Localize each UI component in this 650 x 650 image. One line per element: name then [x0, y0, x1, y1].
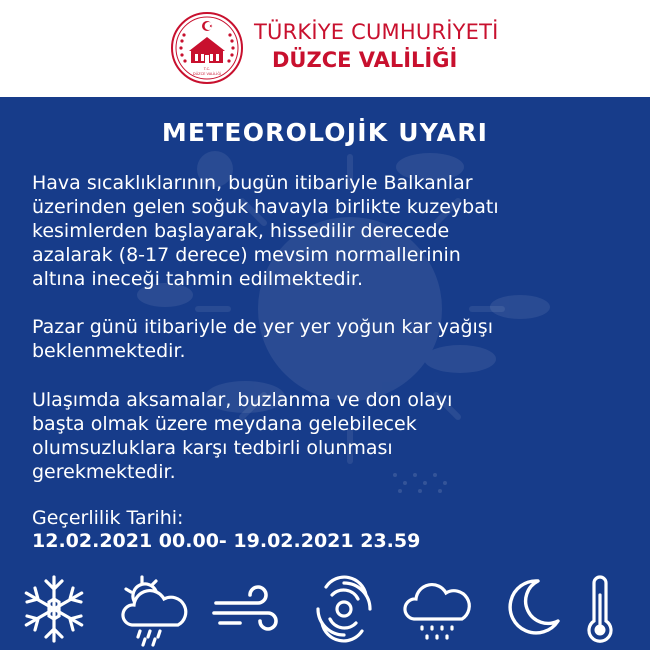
thermometer-icon [564, 569, 636, 649]
warning-panel [0, 97, 650, 650]
hurricane-icon [308, 569, 380, 649]
svg-text:DÜZCE VALİLİĞİ: DÜZCE VALİLİĞİ [192, 72, 222, 76]
header [0, 0, 650, 97]
moon-icon [496, 569, 568, 649]
org-name-line1: TÜRKİYE CUMHURİYETİ [254, 20, 499, 44]
cloud-sun-rain-icon [118, 569, 190, 649]
paragraph-temperature: Hava sıcaklıklarının, bugün itibariyle Balkanlar üzerinden gelen soğuk havayla birlikte kuzeybatı kesimlerden başlayarak, hissedilir derecede azalarak (8-17 derece) mevsim normallerinin altına ineceği tahmin edilmektedir. [32, 172, 499, 290]
svg-text:T.C.: T.C. [203, 67, 211, 71]
warning-title: METEOROLOJİK UYARI [161, 118, 489, 147]
wind-icon [210, 569, 282, 649]
paragraph-precautions: Ulaşımda aksamalar, buzlanma ve don olayı başta olmak üzere meydana gelebilecek olumsuzluklara karşı tedbirli olunması gerekmektedir. [32, 389, 453, 483]
org-name-line2: DÜZCE VALİLİĞİ [272, 48, 458, 72]
governorship-seal-icon [170, 11, 244, 85]
paragraph-snow: Pazar günü itibariyle de yer yer yoğun kar yağışı beklenmektedir. [32, 316, 493, 362]
validity-date-range: 12.02.2021 00.00- 19.02.2021 23.59 [32, 530, 421, 552]
snowflake-icon [18, 569, 90, 649]
cloud-snow-icon [402, 569, 474, 649]
weather-icon-row [0, 569, 650, 650]
validity-label: Geçerlilik Tarihi: [32, 507, 184, 529]
